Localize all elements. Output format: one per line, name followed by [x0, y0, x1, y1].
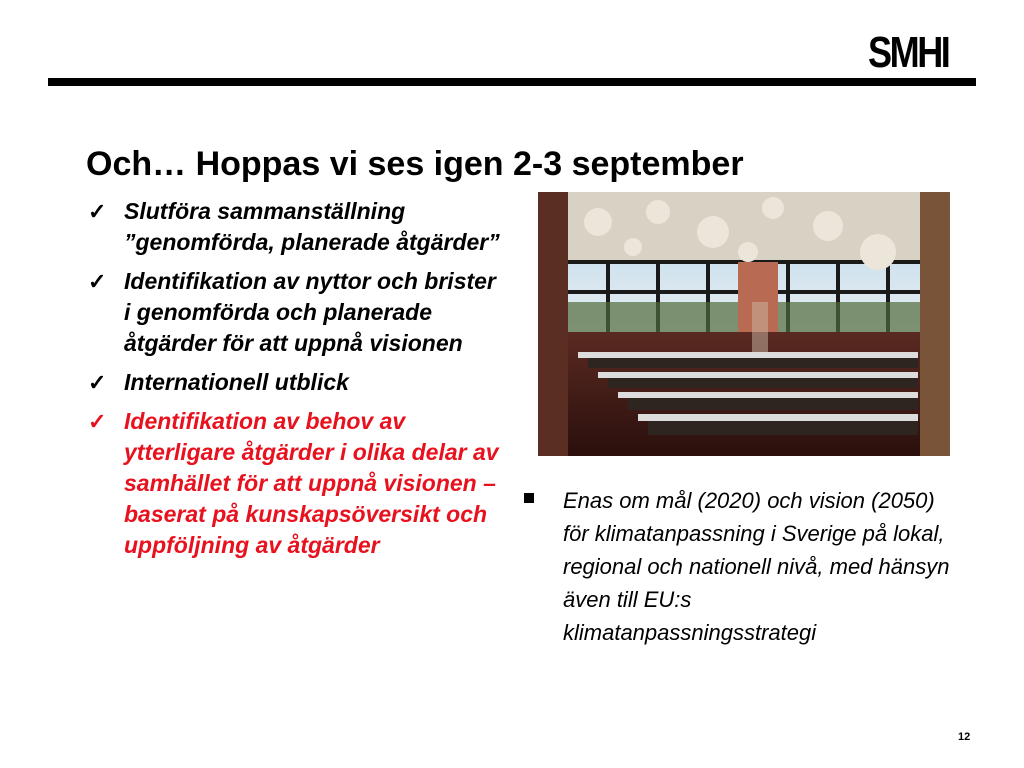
conference-hall-illustration [538, 192, 950, 456]
slide-title: Och… Hoppas vi ses igen 2-3 september [86, 145, 744, 183]
checklist-item [86, 266, 506, 359]
goal-list [520, 484, 950, 649]
check-mark-icon: ✓ [88, 409, 107, 434]
square-bullet-icon [524, 493, 534, 503]
conference-hall-photo [538, 192, 950, 456]
goal-list-item-text: Enas om mål (2020) och vision (2050) för klimatanpassning i Sverige på lokal, regional och nationell nivå, med hänsyn även till EU:s klimatanpassningsstrategi [563, 488, 950, 645]
goal-list-item [520, 484, 950, 649]
page-number: 12 [958, 731, 971, 743]
check-mark-icon: ✓ [88, 370, 107, 395]
checklist-item [86, 196, 506, 258]
header-rule [48, 78, 976, 86]
checklist-item-text: Internationell utblick [124, 369, 349, 395]
checklist-item-text: Identifikation av nyttor och brister i genomförda och planerade åtgärder för att uppnå visionen [124, 268, 496, 356]
checklist-item-text: Slutföra sammanställning ”genomförda, planerade åtgärder” [124, 198, 500, 255]
check-mark-icon: ✓ [88, 199, 107, 224]
checklist-item-text: Identifikation av behov av ytterligare åtgärder i olika delar av samhället för att uppnå visionen – baserat på kunskapsöversikt och uppföljning av åtgärder [124, 408, 499, 558]
checklist-item [86, 367, 506, 398]
check-mark-icon: ✓ [88, 269, 107, 294]
checklist [86, 196, 506, 569]
checklist-item-highlight [86, 406, 506, 561]
smhi-logo: SMHI [868, 28, 949, 77]
